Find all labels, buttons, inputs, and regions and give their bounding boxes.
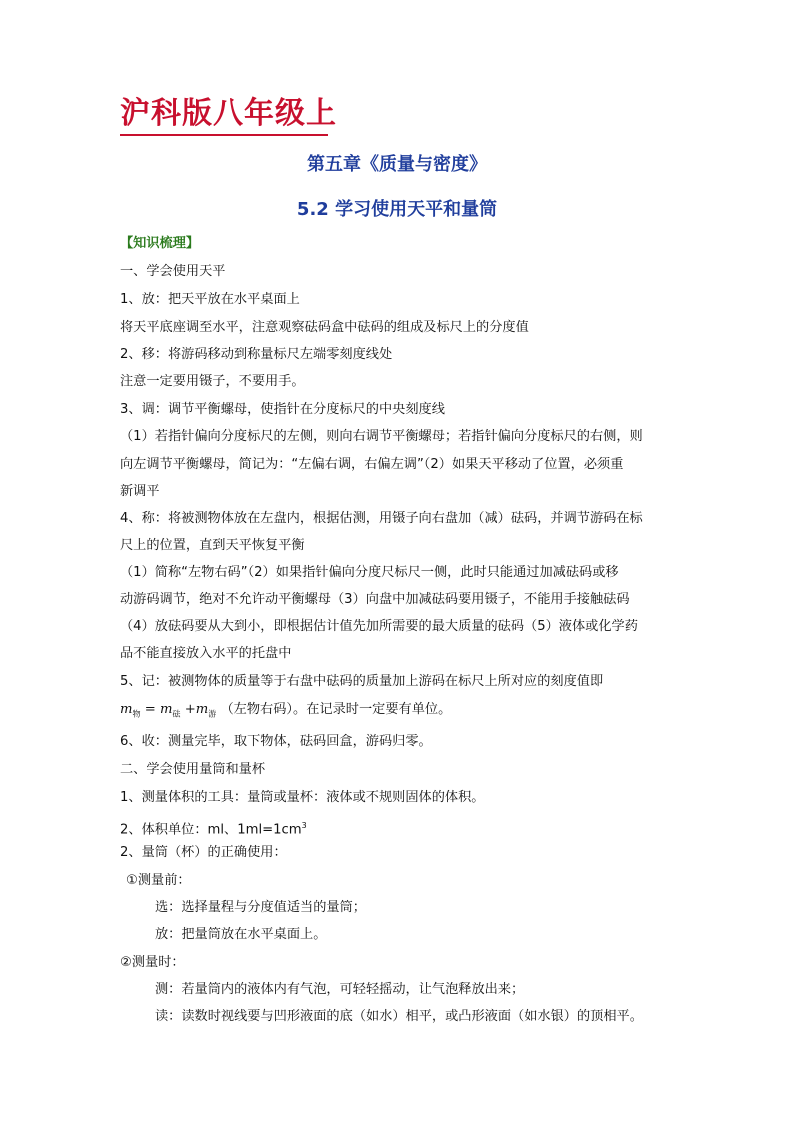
- text-line: 5、记：被测物体的质量等于右盘中砝码的质量加上游码在标尺上所对应的刻度值即: [120, 674, 604, 689]
- series-header: 沪科版八年级上: [120, 96, 337, 131]
- text-line: （4）放砝码要从大到小，即根据估计值先加所需要的最大质量的砝码（5）液体或化学药: [120, 619, 638, 634]
- text-line: 2、移：将游码移动到称量标尺左端零刻度线处: [120, 347, 393, 362]
- text-line: 选：选择量程与分度值适当的量筒；: [155, 900, 366, 915]
- text-line: 读：读数时视线要与凹形液面的底（如水）相平，或凸形液面（如水银）的顶相平。: [155, 1009, 643, 1024]
- text-line: 测：若量筒内的液体内有气泡，可轻轻摇动，让气泡释放出来；: [155, 982, 525, 997]
- text-line: 1、放：把天平放在水平桌面上: [120, 292, 300, 307]
- text-line: 放：把量筒放在水平桌面上。: [155, 927, 327, 942]
- text-line: （1）若指针偏向分度标尺的左侧，则向右调节平衡螺母；若指针偏向分度标尺的右侧，则: [120, 429, 643, 444]
- section-title: 5.2 学习使用天平和量筒: [296, 199, 498, 220]
- text-line: 1、测量体积的工具：量筒或量杯：液体或不规则固体的体积。: [120, 790, 485, 805]
- knowledge-tag: 【知识梳理】: [120, 236, 200, 251]
- text-line: ①测量前：: [126, 873, 191, 888]
- text-line: 向左调节平衡螺母，简记为：“左偏右调，右偏左调”（2）如果天平移动了位置，必须重: [120, 457, 624, 472]
- text-line: 注意一定要用镊子，不要用手。: [120, 374, 305, 389]
- text-line: 4、称：将被测物体放在左盘内，根据估测，用镊子向右盘加（减）砝码，并调节游码在标: [120, 511, 643, 526]
- text-line: 尺上的位置，直到天平恢复平衡: [120, 538, 305, 553]
- unit-line: 2、体积单位：ml、$1ml=1cm^3$: [120, 821, 307, 838]
- text-line: ②测量时：: [120, 955, 185, 970]
- header-underline: [120, 134, 328, 136]
- text-line: 动游码调节，绝对不允许动平衡螺母（3）向盘中加减砝码要用镊子，不能用手接触砝码: [120, 592, 630, 607]
- text-line: 2、量筒（杯）的正确使用：: [120, 845, 287, 860]
- chapter-title: 第五章《质量与密度》: [307, 154, 487, 175]
- formula-line: [120, 700, 451, 725]
- text-line: 3、调：调节平衡螺母，使指针在分度标尺的中央刻度线: [120, 402, 445, 417]
- text-line: 新调平: [120, 484, 160, 499]
- text-line: 6、收：测量完毕，取下物体，砝码回盒，游码归零。: [120, 734, 432, 749]
- formula-note: （左物右码）。在记录时一定要有单位。: [220, 702, 452, 717]
- text-line: 将天平底座调至水平，注意观察砝码盒中砝码的组成及标尺上的分度值: [120, 320, 529, 335]
- heading-cylinder: 二、学会使用量筒和量杯: [120, 762, 266, 777]
- mass-formula: $m_物 = m_砝 +m_游$: [120, 702, 217, 719]
- heading-balance: 一、学会使用天平: [120, 264, 226, 279]
- text-line: 品不能直接放入水平的托盘中: [120, 646, 292, 661]
- text-line: （1）简称“左物右码”（2）如果指针偏向分度尺标尺一侧，此时只能通过加减砝码或移: [120, 565, 619, 580]
